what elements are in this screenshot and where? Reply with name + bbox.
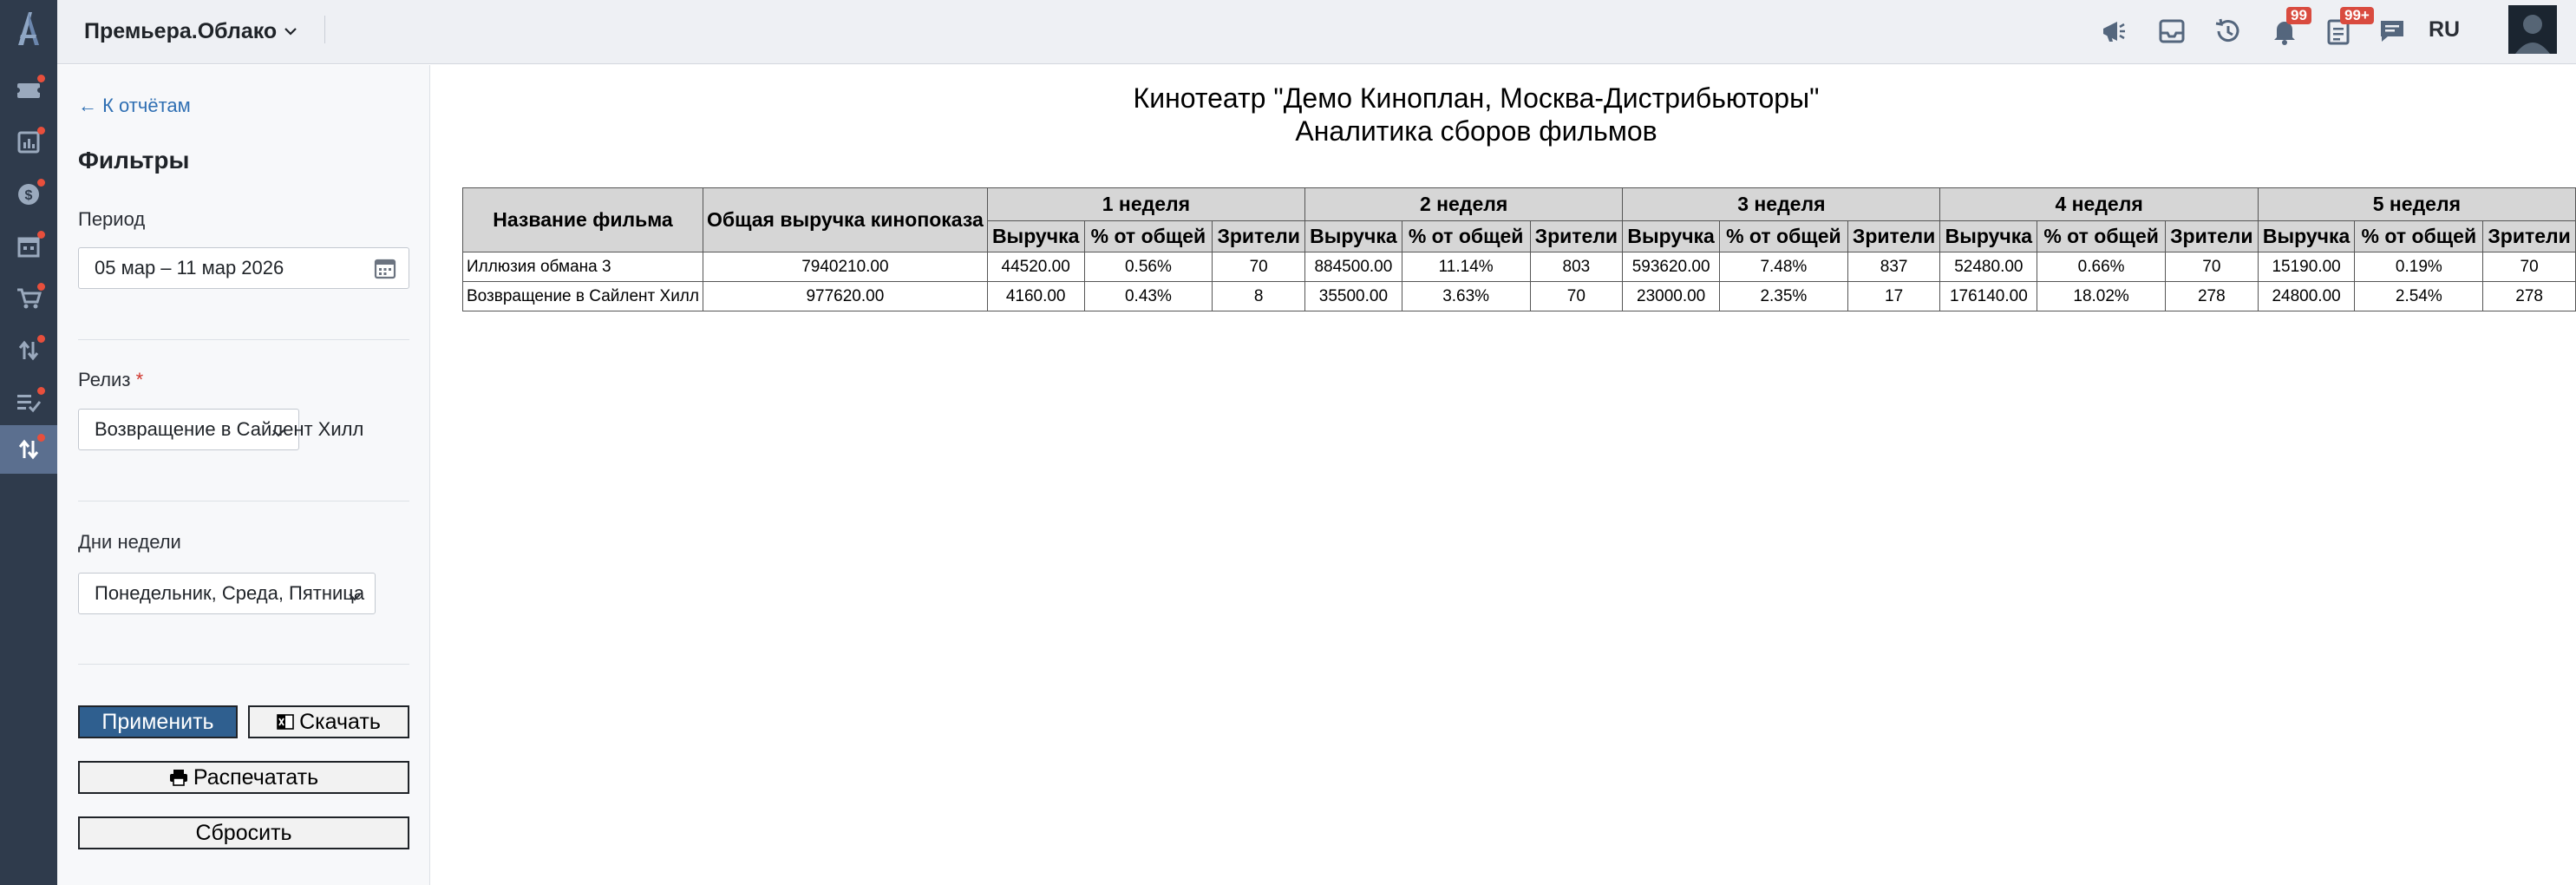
week-percent-cell: 0.19%: [2355, 252, 2483, 282]
printer-icon: [169, 769, 188, 786]
week-header: 1 неделя: [987, 188, 1304, 221]
week-percent-cell: 11.14%: [1402, 252, 1530, 282]
cart-icon[interactable]: [0, 274, 57, 323]
download-label: Скачать: [299, 709, 381, 734]
top-bar: [57, 0, 2576, 64]
week-revenue-cell: 35500.00: [1305, 282, 1402, 311]
notifications-bell-icon[interactable]: [2267, 7, 2307, 49]
print-button[interactable]: [78, 761, 409, 794]
subcolumn-header-revenue: Выручка: [1305, 221, 1402, 252]
week-revenue-cell: 52480.00: [1940, 252, 2037, 282]
subcolumn-header-percent: % от общей: [1084, 221, 1213, 252]
user-avatar[interactable]: [2508, 5, 2557, 54]
filters-title: Фильтры: [78, 147, 190, 174]
history-icon[interactable]: [2210, 14, 2245, 49]
week-header: 2 неделя: [1305, 188, 1623, 221]
filters-panel: [57, 65, 430, 885]
table-row: [463, 252, 2576, 282]
brand-divider: [324, 16, 325, 43]
week-viewers-cell: 70: [1530, 282, 1623, 311]
days-label: Дни недели: [78, 531, 181, 553]
week-viewers-cell: 837: [1847, 252, 1940, 282]
subcolumn-header-viewers: Зрители: [2483, 221, 2576, 252]
release-label: [78, 369, 143, 391]
logo-icon[interactable]: [0, 0, 57, 57]
report-content: [431, 65, 2576, 885]
subcolumn-header-viewers: Зрители: [1530, 221, 1623, 252]
calendar-icon[interactable]: [374, 257, 396, 285]
sort-icon[interactable]: [0, 425, 57, 474]
print-label: Распечатать: [193, 764, 319, 790]
week-revenue-cell: 24800.00: [2258, 282, 2355, 311]
week-viewers-cell: 8: [1213, 282, 1305, 311]
reset-button[interactable]: Сбросить: [78, 816, 409, 849]
week-revenue-cell: 4160.00: [987, 282, 1084, 311]
schedule-icon[interactable]: [0, 222, 57, 271]
report-title: Кинотеатр "Демо Киноплан, Москва-Дистрибьюторы": [1133, 82, 1820, 114]
tasks-list-icon[interactable]: [0, 378, 57, 427]
back-to-reports-link[interactable]: ← К отчётам: [78, 95, 191, 116]
period-value: 05 мар – 11 мар 2026: [95, 257, 284, 279]
workspace-title: Премьера.Облако: [84, 18, 278, 43]
transfer-alert-dot: [37, 335, 45, 343]
chevron-down-icon: [271, 422, 286, 444]
week-percent-cell: 3.63%: [1402, 282, 1530, 311]
week-percent-cell: 0.43%: [1084, 282, 1213, 311]
week-percent-cell: 2.54%: [2355, 282, 2483, 311]
sort-alert-dot: [37, 434, 45, 442]
weekdays-value: Понедельник, Среда, Пятница: [95, 582, 365, 604]
language-switch[interactable]: RU: [2429, 17, 2461, 42]
week-viewers-cell: 803: [1530, 252, 1623, 282]
week-viewers-cell: 70: [2483, 252, 2576, 282]
workspace-switcher[interactable]: [84, 16, 297, 47]
tickets-alert-dot: [37, 75, 45, 82]
column-header-film: Название фильма: [463, 188, 703, 252]
subcolumn-header-revenue: Выручка: [987, 221, 1084, 252]
week-viewers-cell: 278: [2483, 282, 2576, 311]
period-label: Период: [78, 208, 146, 230]
subcolumn-header-percent: % от общей: [1402, 221, 1530, 252]
tasks-icon[interactable]: [2321, 7, 2370, 49]
subcolumn-header-viewers: Зрители: [2165, 221, 2258, 252]
apply-button[interactable]: Применить: [78, 705, 238, 738]
subcolumn-header-revenue: Выручка: [2258, 221, 2355, 252]
required-marker: *: [135, 369, 144, 390]
week-header: 5 неделя: [2258, 188, 2575, 221]
report-chart-icon[interactable]: [0, 118, 57, 167]
report-subtitle: Аналитика сборов фильмов: [1295, 115, 1657, 147]
subcolumn-header-viewers: Зрители: [1213, 221, 1305, 252]
release-label-text: Релиз: [78, 369, 131, 390]
svg-text:$: $: [24, 188, 33, 203]
subcolumn-header-viewers: Зрители: [1847, 221, 1940, 252]
week-percent-cell: 2.35%: [1720, 282, 1848, 311]
subcolumn-header-percent: % от общей: [2037, 221, 2166, 252]
subcolumn-header-percent: % от общей: [1720, 221, 1848, 252]
week-header: 3 неделя: [1623, 188, 1940, 221]
finance-alert-dot: [37, 179, 45, 187]
chevron-down-icon: [284, 26, 297, 36]
release-value: Возвращение в Сайлент Хилл: [95, 418, 364, 440]
week-percent-cell: 0.56%: [1084, 252, 1213, 282]
report-alert-dot: [37, 127, 45, 134]
subcolumn-header-revenue: Выручка: [1940, 221, 2037, 252]
week-revenue-cell: 23000.00: [1623, 282, 1720, 311]
tasks-alert-dot: [37, 387, 45, 395]
notifications-badge: 99: [2286, 7, 2311, 24]
week-viewers-cell: 278: [2165, 282, 2258, 311]
period-date-range-input[interactable]: [78, 247, 409, 289]
week-percent-cell: 18.02%: [2037, 282, 2166, 311]
chevron-down-icon: [347, 586, 363, 608]
table-row: [463, 282, 2576, 311]
top-icons: [2056, 0, 2576, 64]
nav-rail: [0, 0, 57, 885]
transfer-icon[interactable]: [0, 326, 57, 375]
week-percent-cell: 7.48%: [1720, 252, 1848, 282]
week-revenue-cell: 176140.00: [1940, 282, 2037, 311]
week-revenue-cell: 884500.00: [1305, 252, 1402, 282]
column-header-total: Общая выручка кинопоказа: [703, 188, 987, 252]
chat-icon[interactable]: [2375, 14, 2409, 49]
release-select[interactable]: [78, 409, 364, 450]
weekdays-select[interactable]: [78, 573, 376, 614]
cart-alert-dot: [37, 283, 45, 291]
table-body: [463, 252, 2576, 311]
week-percent-cell: 0.66%: [2037, 252, 2166, 282]
week-viewers-cell: 17: [1847, 282, 1940, 311]
excel-icon: [277, 713, 294, 731]
week-revenue-cell: 44520.00: [987, 252, 1084, 282]
filters-divider: [78, 501, 409, 502]
total-revenue-cell: 977620.00: [703, 282, 987, 311]
film-name-cell: Возвращение в Сайлент Хилл: [463, 282, 703, 311]
week-header: 4 неделя: [1940, 188, 2258, 221]
subcolumn-header-revenue: Выручка: [1623, 221, 1720, 252]
filters-divider: [78, 664, 409, 665]
finance-icon[interactable]: [0, 170, 57, 219]
film-name-cell: Иллюзия обмана 3: [463, 252, 703, 282]
tasks-badge: 99+: [2340, 7, 2374, 24]
table-header-row: [463, 188, 2576, 221]
week-viewers-cell: 70: [1213, 252, 1305, 282]
report-table: [462, 187, 2576, 311]
total-revenue-cell: 7940210.00: [703, 252, 987, 282]
subcolumn-header-percent: % от общей: [2355, 221, 2483, 252]
inbox-icon[interactable]: [2154, 14, 2189, 49]
week-revenue-cell: 593620.00: [1623, 252, 1720, 282]
schedule-alert-dot: [37, 231, 45, 239]
week-viewers-cell: 70: [2165, 252, 2258, 282]
week-revenue-cell: 15190.00: [2258, 252, 2355, 282]
megaphone-icon[interactable]: [2097, 14, 2132, 49]
filters-divider: [78, 339, 409, 340]
download-button[interactable]: [248, 705, 409, 738]
tickets-icon[interactable]: [0, 66, 57, 115]
